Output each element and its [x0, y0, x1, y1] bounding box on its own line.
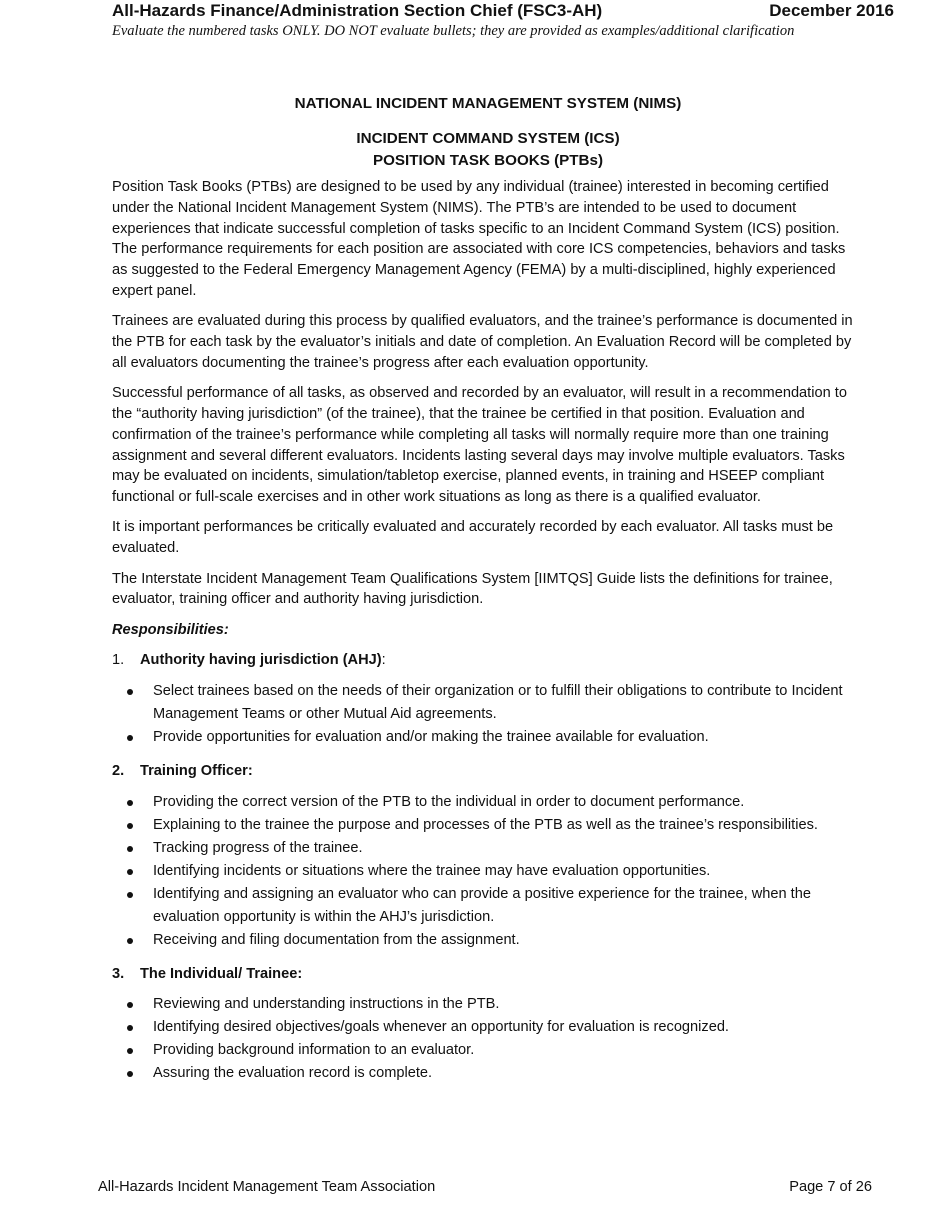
- list-item: [112, 837, 864, 860]
- list-item-text: Explaining to the trainee the purpose and processes of the PTB as well as the trainee’s responsibilities.: [153, 816, 818, 833]
- page-content: [112, 93, 864, 1097]
- bullet-icon: [127, 892, 133, 898]
- nims-heading: NATIONAL INCIDENT MANAGEMENT SYSTEM (NIMS): [294, 95, 682, 112]
- list-item: [112, 680, 864, 726]
- bullet-icon: [127, 846, 133, 852]
- footer-page-number: Page 7 of 26: [789, 1179, 872, 1195]
- list-item: [112, 726, 864, 749]
- bullet-icon: [127, 823, 133, 829]
- header-date: December 2016: [769, 1, 894, 20]
- training-officer-bullet-list: [112, 791, 864, 952]
- list-item-text: Providing background information to an evaluator.: [153, 1042, 475, 1059]
- bullet-icon: [127, 1025, 133, 1031]
- list-item: [112, 1016, 864, 1039]
- importance-paragraph: It is important performances be critically evaluated and accurately recorded by each evaluator. All tasks must be evaluated.: [112, 519, 834, 557]
- responsibilities-label: Responsibilities:: [112, 621, 229, 638]
- bullet-icon: [127, 735, 133, 741]
- header-note: Evaluate the numbered tasks ONLY. DO NOT evaluate bullets; they are provided as examples/additional clarification: [112, 23, 795, 39]
- list-item-text: Tracking progress of the trainee.: [153, 839, 363, 856]
- section-title: The Individual/ Trainee:: [140, 965, 303, 982]
- bullet-icon: [127, 869, 133, 875]
- list-item: [112, 791, 864, 814]
- list-item: [112, 993, 864, 1016]
- list-item: [112, 1039, 864, 1062]
- footer-organization: All-Hazards Incident Management Team Association: [98, 1179, 436, 1195]
- section-title: Training Officer:: [140, 762, 253, 779]
- bullet-icon: [127, 800, 133, 806]
- list-item-text: Identifying desired objectives/goals whenever an opportunity for evaluation is recognized.: [153, 1019, 729, 1036]
- list-item: [112, 814, 864, 837]
- list-item-text: Select trainees based on the needs of their organization or to fulfill their obligations to contribute to Incident Management Teams or other Mutual Aid agreements.: [153, 682, 843, 722]
- iimtqs-paragraph: The Interstate Incident Management Team Qualifications System [IIMTQS] Guide lists the definitions for trainee, evaluator, training officer and authority having jurisdiction.: [112, 570, 833, 608]
- section-title: Authority having jurisdiction (AHJ): [140, 651, 382, 668]
- list-item-text: Identifying incidents or situations where the trainee may have evaluation opportunities.: [153, 862, 711, 879]
- list-item: [112, 1062, 864, 1085]
- ptb-heading: POSITION TASK BOOKS (PTBs): [372, 152, 604, 169]
- bullet-icon: [127, 1002, 133, 1008]
- list-item: [112, 929, 864, 952]
- bullet-icon: [127, 1048, 133, 1054]
- section-heading-trainee: [112, 964, 864, 985]
- list-item-text: Receiving and filing documentation from the assignment.: [153, 931, 520, 948]
- bullet-icon: [127, 1071, 133, 1077]
- list-item-text: Providing the correct version of the PTB to the individual in order to document performance.: [153, 793, 745, 810]
- section-number: 3.: [112, 965, 125, 982]
- evaluation-paragraph: Trainees are evaluated during this process by qualified evaluators, and the trainee’s performance is documented in the PTB for each task by the evaluator’s initials and date of completion. An Evaluation Record will be completed by all evaluators documenting the trainee’s progress after each evaluation opportunity.: [112, 313, 853, 371]
- intro-paragraph: Position Task Books (PTBs) are designed to be used by any individual (trainee) interested in becoming certified under the National Incident Management System (NIMS). The PTB’s are intended to be used to document experiences that indicate successful completion of tasks specific to an Incident Command System (ICS) position. The performance requirements for each position are associated with core ICS competencies, behaviors and tasks as suggested to the Federal Emergency Management Agency (FEMA) by a multi-disciplined, highly experienced expert panel.: [112, 179, 846, 299]
- list-item-text: Identifying and assigning an evaluator who can provide a positive experience for the trainee, when the evaluation opportunity is within the AHJ’s jurisdiction.: [153, 885, 811, 925]
- section-number: 1.: [112, 651, 125, 668]
- section-title-suffix: :: [381, 651, 386, 668]
- list-item-text: Assuring the evaluation record is complete.: [153, 1065, 433, 1082]
- section-heading-training-officer: [112, 761, 864, 782]
- section-number: 2.: [112, 762, 125, 779]
- header-title: All-Hazards Finance/Administration Section Chief (FSC3-AH): [112, 1, 603, 20]
- list-item-text: Reviewing and understanding instructions in the PTB.: [153, 996, 500, 1013]
- bullet-icon: [127, 938, 133, 944]
- list-item-text: Provide opportunities for evaluation and/or making the trainee available for evaluation.: [153, 728, 709, 745]
- performance-paragraph: Successful performance of all tasks, as observed and recorded by an evaluator, will result in a recommendation to the “authority having jurisdiction” (of the trainee), that the trainee be certified in that position. Evaluation and confirmation of the trainee’s performance while completing all tasks will normally require more than one training assignment and several different evaluators. Incidents lasting several days may involve multiple evaluators. Tasks may be evaluated on incidents, simulation/tabletop exercise, planned events, in training and HSEEP compliant functional or full-scale exercises and in other work situations as long as there is a qualified evaluator.: [112, 385, 847, 506]
- list-item: [112, 860, 864, 883]
- ics-heading: INCIDENT COMMAND SYSTEM (ICS): [356, 130, 620, 147]
- ahj-bullet-list: [112, 680, 864, 749]
- trainee-bullet-list: [112, 993, 864, 1085]
- bullet-icon: [127, 689, 133, 695]
- section-heading-ahj: [112, 650, 864, 671]
- list-item: [112, 883, 864, 929]
